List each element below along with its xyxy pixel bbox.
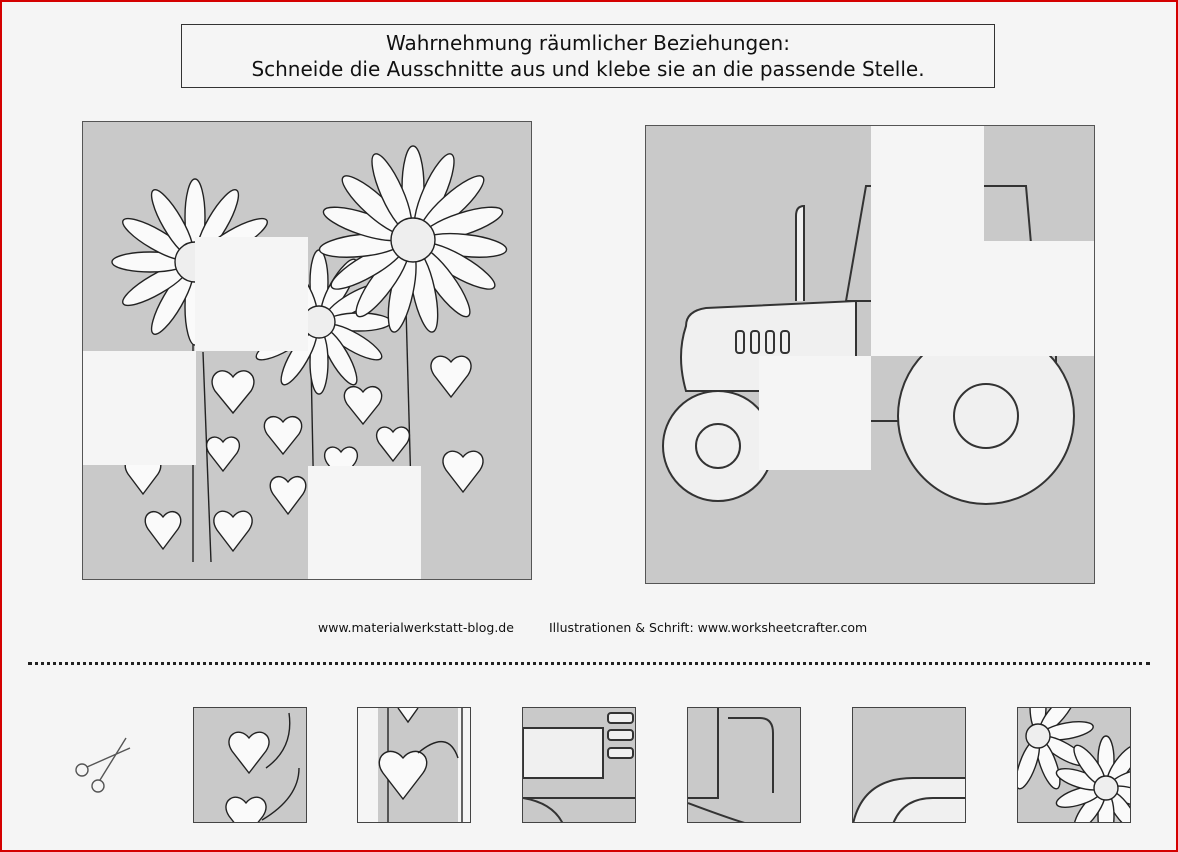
missing-piece-slot (984, 241, 1095, 356)
credit-illustrations: Illustrationen & Schrift: www.worksheetcrafter.com (549, 620, 868, 635)
cut-piece-tractor-body[interactable] (522, 707, 636, 823)
piece-image (1018, 708, 1131, 823)
cut-piece-tractor-fender[interactable] (852, 707, 966, 823)
piece-image (523, 708, 636, 823)
cut-piece-tractor-cabin[interactable] (687, 707, 801, 823)
cut-piece-heart-leaves[interactable] (193, 707, 307, 823)
missing-piece-slot (83, 351, 196, 465)
cut-piece-sunflower-blossoms[interactable] (1017, 707, 1131, 823)
piece-image (194, 708, 307, 823)
missing-piece-slot (195, 237, 308, 351)
piece-image (853, 708, 966, 823)
cut-line (28, 662, 1150, 665)
missing-piece-slot (308, 466, 421, 580)
tractor-puzzle (645, 125, 1095, 584)
instruction-title: Wahrnehmung räumlicher Beziehungen: (386, 31, 790, 55)
missing-piece-slot (871, 241, 984, 356)
instruction-box (181, 24, 995, 88)
piece-image (358, 708, 471, 823)
missing-piece-slot (759, 356, 871, 470)
missing-piece-slot (871, 126, 984, 241)
scissors-icon (72, 734, 134, 794)
instruction-text: Schneide die Ausschnitte aus und klebe sie an die passende Stelle. (251, 57, 925, 81)
credit-blog: www.materialwerkstatt-blog.de (318, 620, 514, 635)
piece-image (688, 708, 801, 823)
cut-piece-stem-with-leaf[interactable] (357, 707, 471, 823)
sunflower-puzzle (82, 121, 532, 580)
